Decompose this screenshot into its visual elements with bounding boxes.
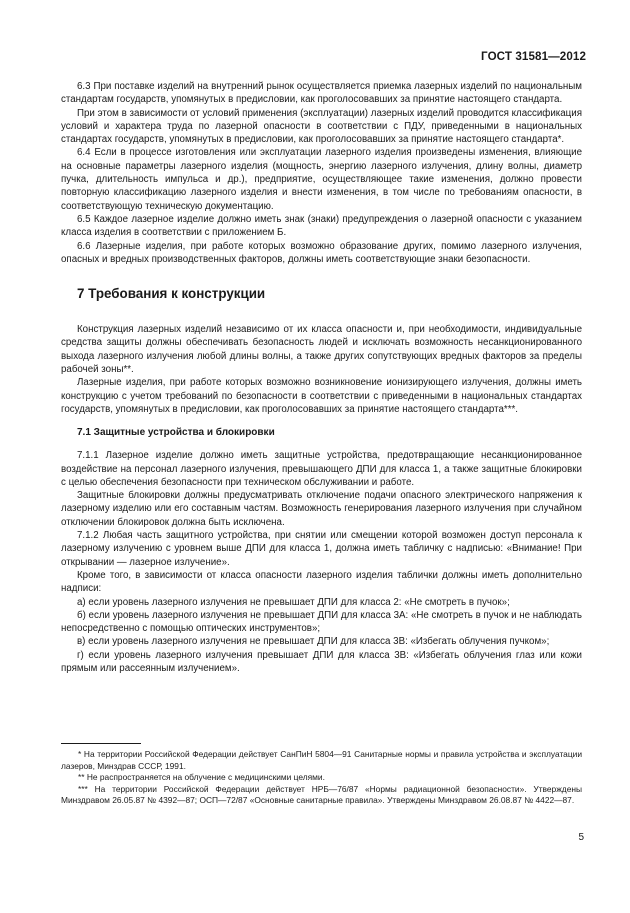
- section-7-paragraph-ionizing: Лазерные изделия, при работе которых возможно возникновение ионизирующего излучения, должны иметь конструкцию с учетом требований по безопасности в соответствии с приведенными в национальных стандартах государств, упомянутых в предисловии, как проголосовавших за принятие настоящего стандарта***.: [61, 377, 582, 415]
- page-number: 5: [578, 832, 584, 843]
- paragraph-6-4: 6.4 Если в процессе изготовления или эксплуатации лазерного изделия произведены изменения, влияющие на основные параметры лазерного изделия (мощность, энергию лазерного излучения, длину волны, диаметр пучка, длительность импульса и др.), предприятие, осуществляющее такие изменения, должно провести повторную классификацию лазерного изделия и внести изменения, в том числе по требованиям опасности, в соответствующую техническую документацию.: [61, 147, 582, 212]
- paragraph-6-6: 6.6 Лазерные изделия, при работе которых возможно образование других, помимо лазерного излучения, опасных и вредных производственных факторов, должны иметь соответствующие знаки безопасности.: [61, 240, 582, 265]
- paragraph-6-3-classification: При этом в зависимости от условий применения (эксплуатации) лазерных изделий проводится классификация условий и характера труда по лазерной опасности в соответствии с ПДУ, приведенными в национальных стандартах государств, упомянутых в предисловии, как проголосовавших за принятие настоящего стандарта*.: [61, 107, 582, 146]
- list-item-v: в) если уровень лазерного излучения не превышает ДПИ для класса 3В: «Избегать облучения пучком»;: [77, 636, 550, 648]
- section-7-heading: 7 Требования к конструкции: [77, 286, 266, 302]
- document-code-header: ГОСТ 31581—2012: [481, 50, 586, 63]
- page-body: [61, 80, 582, 675]
- paragraph-7-1-1: 7.1.1 Лазерное изделие должно иметь защитные устройства, предотвращающие несанкционированное воздействие на персонал лазерного излучения, превышающего ДПИ для класса 1, а также защитные блокировки с целью обеспечения безопасности при техническом обслуживании и работе.: [61, 450, 582, 488]
- footnote-3: *** На территории Российской Федерации действует НРБ—76/87 «Нормы радиационной безопасности». Утверждены Минздравом 26.05.87 № 4392—87; ОСП—72/87 «Основные санитарные правила». Утверждены Минздравом 26.08.87 № 4422—87.: [61, 783, 582, 806]
- paragraph-interlocks: Защитные блокировки должны предусматривать отключение подачи опасного электрического напряжения к лазерному изделию или его составным частям. Возможность генерирования лазерного излучения при случайном отключении блокировок должна быть исключена.: [61, 490, 582, 528]
- footnotes: [61, 749, 582, 807]
- paragraph-6-3: 6.3 При поставке изделий на внутренний рынок осуществляется приемка лазерных изделий по национальным стандартам государств, упомянутых в предисловии, как проголосовавших за принятие настоящего стандарта.: [61, 81, 582, 106]
- subsection-7-1-heading: 7.1 Защитные устройства и блокировки: [77, 427, 275, 439]
- footnote-1: * На территории Российской Федерации действует СанПиН 5804—91 Санитарные нормы и правила устройства и эксплуатации лазеров, Минздрав СССР, 1991.: [61, 749, 582, 771]
- paragraph-7-1-2: 7.1.2 Любая часть защитного устройства, при снятии или смещении которой возможен доступ персонала к лазерному излучению с уровнем выше ДПИ для класса 1, должна иметь табличку с надписью: «Внимание! При открывании — лазерное излучение».: [61, 530, 582, 568]
- paragraph-additional-labels: Кроме того, в зависимости от класса опасности лазерного изделия таблички должны иметь дополнительно надписи:: [61, 569, 582, 595]
- paragraph-6-5: 6.5 Каждое лазерное изделие должно иметь знак (знаки) предупреждения о лазерной опасности с указанием класса изделия в соответствии с приложением Б.: [61, 213, 582, 239]
- list-item-b: б) если уровень лазерного излучения не превышает ДПИ для класса 3А: «Не смотреть в пучок и не наблюдать непосредственно с помощью оптических инструментов»;: [61, 609, 582, 635]
- footnote-divider: [61, 743, 141, 744]
- section-7-paragraph-construction: Конструкция лазерных изделий независимо от их класса опасности и, при необходимости, индивидуальные средства защиты должны обеспечивать безопасность людей и исключать возможность несанкционированного выхода лазерного излучения любой длины волны, а также других сопутствующих вредных факторов за пределы рабочей зоны**.: [61, 324, 582, 376]
- list-item-g: г) если уровень лазерного излучения превышает ДПИ для класса 3В: «Избегать облучения глаз или кожи прямым или рассеянным излучением».: [61, 649, 582, 674]
- list-item-a: а) если уровень лазерного излучения не превышает ДПИ для класса 2: «Не смотреть в пучок»;: [77, 596, 510, 608]
- footnote-2: ** Не распространяется на облучение с медицинскими целями.: [78, 772, 325, 783]
